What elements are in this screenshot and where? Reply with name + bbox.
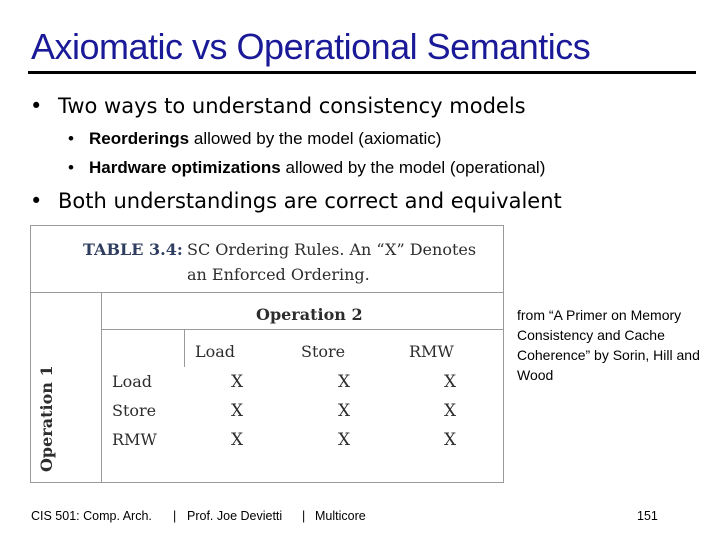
column-header: RMW <box>409 342 454 361</box>
row-group-header: Operation 1 <box>37 365 56 472</box>
footer-topic: Multicore <box>315 509 366 523</box>
bullet-marker: • <box>30 189 43 213</box>
table-caption-continued: an Enforced Ordering. <box>187 265 370 284</box>
table-cell: X <box>444 430 457 450</box>
table-cell: X <box>338 430 351 450</box>
table-divider <box>101 292 102 482</box>
table-cell: X <box>338 372 351 392</box>
slide-title: Axiomatic vs Operational Semantics <box>31 26 591 67</box>
table-divider <box>184 329 185 367</box>
title-underline <box>28 71 696 74</box>
footer-instructor: Prof. Joe Devietti <box>187 509 283 523</box>
bullet-marker: • <box>30 94 43 118</box>
row-header: RMW <box>112 430 157 449</box>
table-caption-label: TABLE 3.4: <box>83 240 183 259</box>
table-cell: X <box>231 430 244 450</box>
sub-bullet-marker: • <box>68 129 74 148</box>
bullet-text: Two ways to understand consistency models <box>58 94 526 118</box>
sub-bullet-item <box>68 129 441 149</box>
row-header: Load <box>112 372 153 391</box>
table-cell: X <box>231 372 244 392</box>
table-cell: X <box>338 401 351 421</box>
sub-bullet-bold-text: Hardware optimizations <box>89 158 281 177</box>
row-header: Store <box>112 401 157 420</box>
sub-bullet-text: allowed by the model (operational) <box>280 158 546 177</box>
source-citation: from “A Primer on Memory Consistency and Cache Coherence” by Sorin, Hill and Wood <box>517 307 700 383</box>
column-header: Store <box>301 342 346 361</box>
bullet-text: Both understandings are correct and equivalent <box>58 189 562 213</box>
table-cell: X <box>231 401 244 421</box>
footer-separator: | <box>302 509 306 523</box>
bullet-item <box>30 189 562 213</box>
bullet-item <box>30 94 526 118</box>
footer-separator: | <box>173 509 177 523</box>
sub-bullet-bold-text: Reorderings <box>89 129 190 148</box>
column-header: Load <box>195 342 236 361</box>
sub-bullet-marker: • <box>68 158 74 177</box>
ordering-rules-table <box>30 225 504 483</box>
column-group-header: Operation 2 <box>256 305 363 324</box>
table-cell: X <box>444 372 457 392</box>
footer-course: CIS 501: Comp. Arch. <box>31 509 152 523</box>
sub-bullet-text: allowed by the model (axiomatic) <box>189 129 442 148</box>
page-number: 151 <box>637 509 658 523</box>
table-divider <box>101 329 503 330</box>
table-cell: X <box>444 401 457 421</box>
sub-bullet-item <box>68 158 545 178</box>
table-caption: SC Ordering Rules. An “X” Denotes <box>187 240 477 259</box>
